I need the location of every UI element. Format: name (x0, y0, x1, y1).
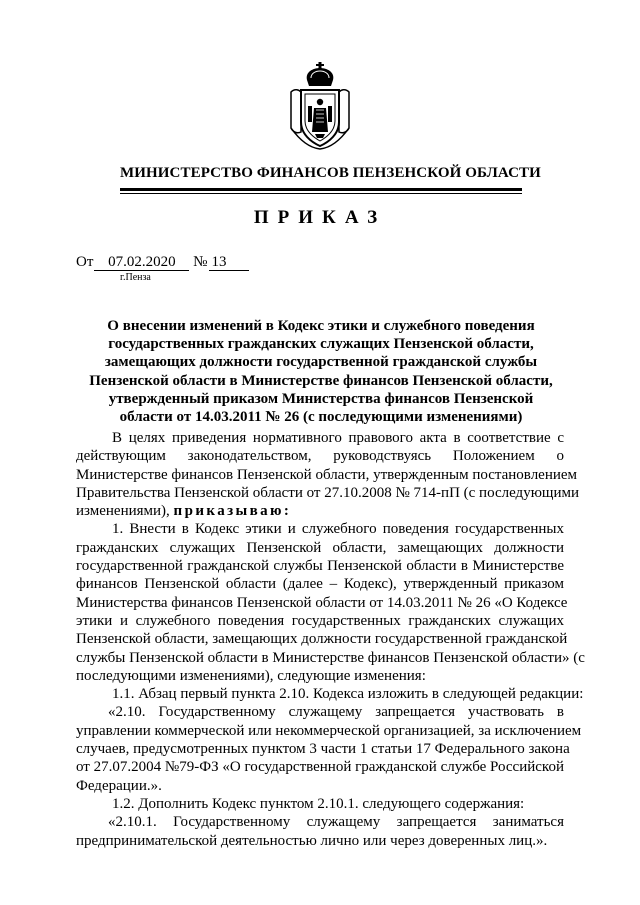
header-rule-thin (120, 193, 522, 194)
body-line: «2.10.1. Государственному служащему запрещается заниматься (108, 814, 564, 831)
document-subject (76, 317, 566, 426)
subject-line: государственных гражданских служащих Пензенской области, (108, 336, 534, 353)
body-line: Министерстве финансов Пензенской области, утвержденным постановлением (76, 466, 578, 483)
subject-line: области от 14.03.2011 № 26 (с последующими изменениями) (119, 409, 523, 426)
body-line: действующим законодательством, руководствуясь Положением о (76, 448, 564, 465)
document-type-title: ПРИКАЗ (253, 207, 387, 228)
subject-line: О внесении изменений в Кодекс этики и служебного поведения (107, 318, 535, 334)
subject-line: утвержденный приказом Министерства финансов Пензенской (108, 390, 534, 407)
body-line: от 27.07.2004 №79-ФЗ «О государственной гражданской службе Российской (76, 759, 564, 776)
body-line: гражданских служащих Пензенской области, замещающих должности (76, 539, 564, 556)
body-line: управлении коммерческой или некоммерческой организацией, за исключением (76, 722, 582, 739)
body-line: государственной гражданской службы Пензенской области в Министерстве (76, 558, 564, 575)
body-line: случаев, предусмотренных пунктом 3 части 1 статьи 17 Федерального закона (76, 741, 570, 758)
subject-line: Пензенской области в Министерстве финансов Пензенской области, (89, 372, 553, 389)
body-line: 1.2. Дополнить Кодекс пунктом 2.10.1. следующего содержания: (112, 795, 525, 812)
number-prefix: № (193, 254, 208, 270)
document-body (76, 429, 585, 850)
ministry-name: МИНИСТЕРСТВО ФИНАНСОВ ПЕНЗЕНСКОЙ ОБЛАСТИ (120, 165, 541, 181)
coat-of-arms-emblem (287, 62, 353, 150)
document-number: 13 (209, 255, 249, 271)
body-line: Федерации.». (76, 777, 162, 794)
body-line: этики и служебного поведения государственных гражданских служащих (76, 612, 564, 629)
document-date: 07.02.2020 (94, 255, 189, 271)
body-line (76, 502, 564, 520)
body-line: «2.10. Государственному служащему запрещается участвовать в (108, 704, 564, 721)
body-line: В целях приведения нормативного правового акта в соответствие с (112, 430, 564, 446)
date-number-line (76, 254, 249, 271)
body-line: последующими изменениями), следующие изменения: (76, 667, 426, 684)
header-rule-thick (120, 188, 522, 191)
body-line: Правительства Пензенской области от 27.10.2008 № 714-пП (с последующими (76, 484, 579, 501)
date-prefix: От (76, 254, 94, 270)
body-line: службы Пензенской области в Министерстве финансов Пензенской области» (с (76, 649, 585, 666)
order-word: приказываю: (173, 503, 292, 520)
city-label: г.Пенза (120, 272, 151, 283)
body-line: Министерства финансов Пензенской области от 14.03.2011 № 26 «О Кодексе (76, 594, 568, 611)
preamble-end: изменениями), (76, 503, 170, 520)
body-line: Пензенской области, замещающих должности государственной гражданской (76, 631, 568, 648)
body-line: 1.1. Абзац первый пункта 2.10. Кодекса изложить в следующей редакции: (112, 686, 584, 703)
body-line: предпринимательской деятельностью лично или через доверенных лиц.». (76, 832, 548, 849)
body-line: финансов Пензенской области (далее – Кодекс), утвержденный приказом (76, 576, 564, 593)
subject-line: замещающих должности государственной гражданской службы (104, 354, 538, 371)
body-line: 1. Внести в Кодекс этики и служебного поведения государственных (112, 521, 564, 538)
